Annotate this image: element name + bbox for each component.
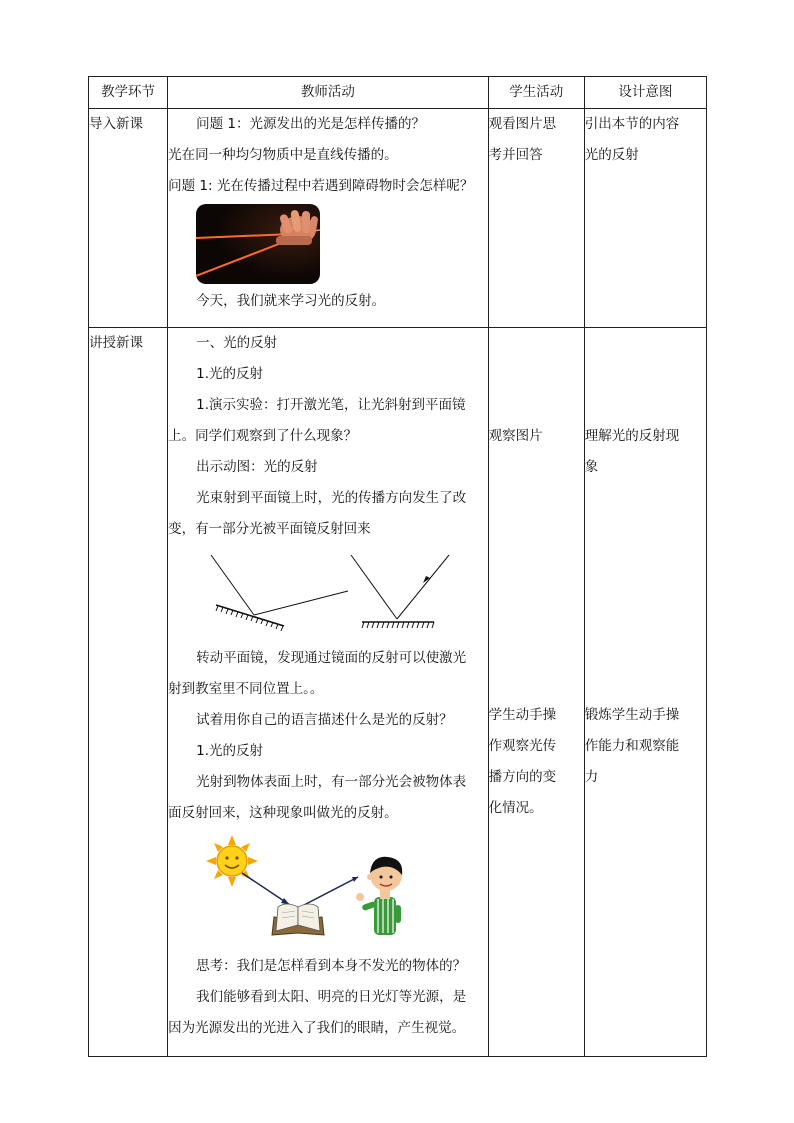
table-row-new-lesson: [89, 328, 707, 1057]
teacher-line: 1.演示实验：打开激光笔，让光斜射到平面镜: [196, 397, 466, 413]
student-line: 播方向的变: [488, 769, 557, 785]
header-row: [89, 77, 707, 109]
teacher-line: 1.光的反射: [196, 366, 264, 382]
teacher-line: 试着用你自己的语言描述什么是光的反射？: [196, 712, 453, 728]
intent-line: 引出本节的内容: [584, 116, 680, 132]
student-cell: [488, 109, 584, 328]
student-line: 观察图片: [488, 428, 543, 444]
intent-cell: [584, 109, 706, 328]
lesson-plan-table: [88, 76, 707, 1057]
stage-label: 导入新课: [89, 116, 143, 132]
stage-label: 讲授新课: [89, 335, 143, 351]
teacher-line: 光束射到平面镜上时，光的传播方向发生了改: [196, 490, 467, 506]
teacher-line: 面反射回来，这种现象叫做光的反射。: [168, 805, 398, 821]
intent-line: 光的反射: [584, 147, 639, 163]
student-cell: [488, 328, 584, 1057]
teacher-line: 上。同学们观察到了什么现象？: [168, 428, 358, 444]
teacher-line: 光在同一种均匀物质中是直线传播的。: [168, 147, 398, 163]
teacher-cell: [168, 109, 489, 328]
table-row-intro: [89, 109, 707, 328]
teacher-line: 光射到物体表面上时，有一部分光会被物体表: [196, 774, 467, 790]
teacher-line: 1.光的反射: [196, 743, 264, 759]
teacher-line: 因为光源发出的光进入了我们的眼睛，产生视觉。: [168, 1020, 466, 1036]
teacher-line: 问题 1: 光在传播过程中若遇到障碍物时会怎样呢？: [168, 178, 474, 194]
teacher-line: 问题 1：光源发出的光是怎样传播的？: [196, 116, 426, 132]
stage-cell: [89, 109, 168, 328]
laser-hand-photo: [196, 204, 320, 284]
sun-book-boy-illustration: [206, 835, 416, 945]
teacher-line: 转动平面镜，发现通过镜面的反射可以使激光: [196, 650, 467, 666]
teacher-line: 今天，我们就来学习光的反射。: [196, 293, 386, 309]
teacher-line: 一、光的反射: [196, 335, 278, 351]
teacher-line: 我们能够看到太阳、明亮的日光灯等光源，是: [196, 989, 467, 1005]
tilted-mirror: [211, 555, 348, 631]
boy-figure: [356, 857, 402, 935]
student-line: 作观察光传: [488, 738, 557, 754]
header-intent: 设计意图: [584, 77, 706, 109]
teacher-line: 思考：我们是怎样看到本身不发光的物体的？: [196, 958, 467, 974]
header-teacher: 教师活动: [168, 77, 489, 109]
student-line: 考并回答: [488, 147, 543, 163]
student-line: 化情况。: [488, 800, 543, 816]
flat-mirror: [351, 555, 449, 628]
header-stage: 教学环节: [89, 77, 168, 109]
intent-cell: [584, 328, 706, 1057]
student-line: 学生动手操: [488, 707, 557, 723]
teacher-cell: [168, 328, 489, 1057]
intent-line: 作能力和观察能: [584, 738, 680, 754]
stage-cell: [89, 328, 168, 1057]
intent-line: 力: [584, 769, 599, 785]
teacher-line: 变，有一部分光被平面镜反射回来: [168, 521, 371, 537]
intent-line: 锻炼学生动手操: [584, 707, 680, 723]
mirror-reflection-diagram: [168, 549, 468, 641]
book-icon: [272, 904, 324, 935]
student-line: 观看图片思: [488, 116, 557, 132]
header-student: 学生活动: [488, 77, 584, 109]
teacher-line: 射到教室里不同位置上。。: [168, 681, 324, 697]
intent-line: 象: [584, 459, 599, 475]
teacher-line: 出示动图：光的反射: [196, 459, 318, 475]
intent-line: 理解光的反射现: [584, 428, 680, 444]
